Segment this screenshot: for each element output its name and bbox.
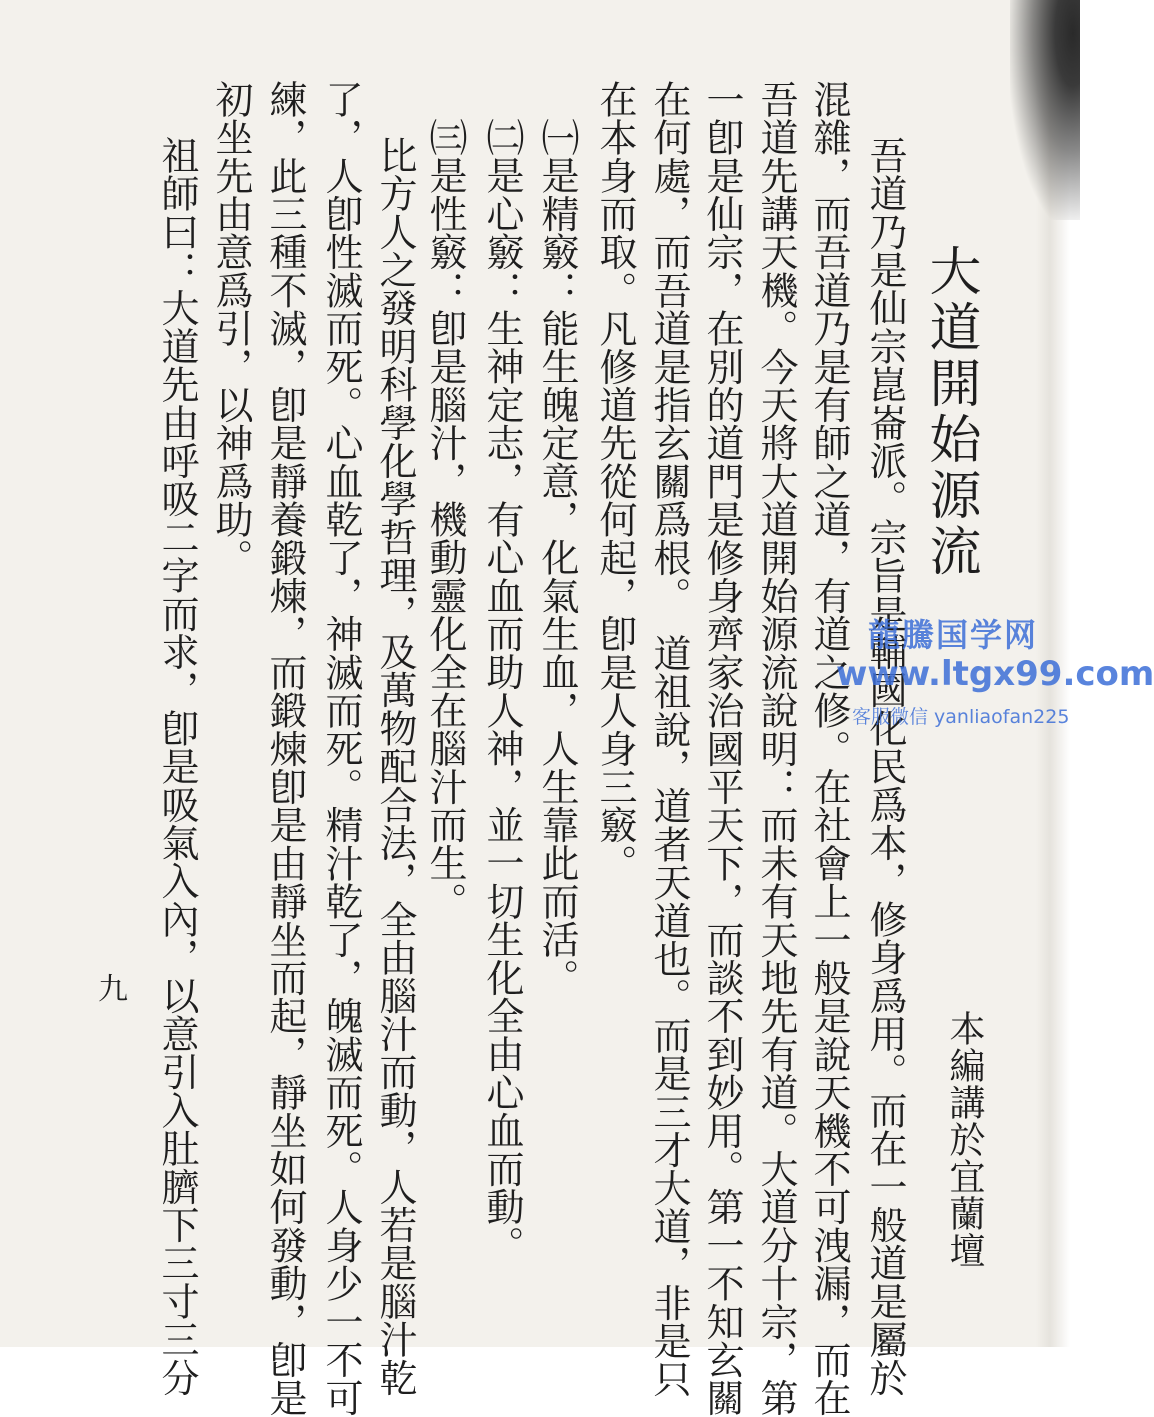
text-column: 在何處，而吾道是指玄關爲根。 道祖說，道者天道也。而是三才大道，非是只 [647, 80, 691, 1398]
text-column: 一卽是仙宗，在別的道門是修身齊家治國平天下，而談不到妙用。第一不知玄關 [700, 80, 744, 1417]
corner-ink-smudge [1010, 0, 1080, 220]
list-item-jing-qiao: ㈠是精竅：能生魄定意，化氣生血，人生靠此而活。 [535, 118, 579, 997]
list-item-xing-qiao: ㈢是性竅：卽是腦汁，機動靈化全在腦汁而生。 [423, 118, 467, 921]
page-number: 九 [98, 972, 128, 1007]
text-column: 混雜，而吾道乃是有師之道，有道之修。在社會上一般是說天機不可洩漏，而在 [807, 80, 851, 1417]
watermark-contact: 客服微信 yanliaofan225 [852, 706, 1070, 728]
text-column: 練，此三種不滅，卽是靜養鍛煉，而鍛煉卽是由靜坐而起，靜坐如何發動，卽是 [263, 80, 307, 1417]
watermark-url: www.ltgx99.com [836, 654, 1154, 694]
list-item-xin-qiao: ㈡是心竅：生神定志，有心血而助人神，並一切生化全由心血而動。 [480, 118, 524, 1264]
text-column: 吾道乃是仙宗崑崙派。宗旨是輔國化民爲本，修身爲用。而在一般道是屬於 [863, 136, 907, 1397]
text-column: 了，人卽性滅而死。心血乾了，神滅而死。精汁乾了，魄滅而死。人身少一不可 [319, 80, 363, 1417]
text-column: 在本身而取。凡修道先從何起，卽是人身三竅。 [593, 80, 637, 883]
text-column: 祖師曰：大道先由呼吸二字而求，卽是吸氣入內，以意引入肚臍下三寸三分 [155, 136, 199, 1397]
text-column: 吾道先講天機。今天將大道開始源流說明：而未有天地先有道。大道分十宗，第 [754, 80, 798, 1417]
watermark-site-name: 龍騰国学网 [868, 616, 1039, 654]
text-column: 初坐先由意爲引，以神爲助。 [209, 80, 253, 577]
chapter-title: 大道開始源流 [920, 244, 980, 580]
chapter-attribution: 本編講於宜蘭壇 [944, 1010, 985, 1269]
text-column: 比方人之發明科學化學哲理，及萬物配合法，全由腦汁而動，人若是腦汁乾 [373, 136, 417, 1397]
